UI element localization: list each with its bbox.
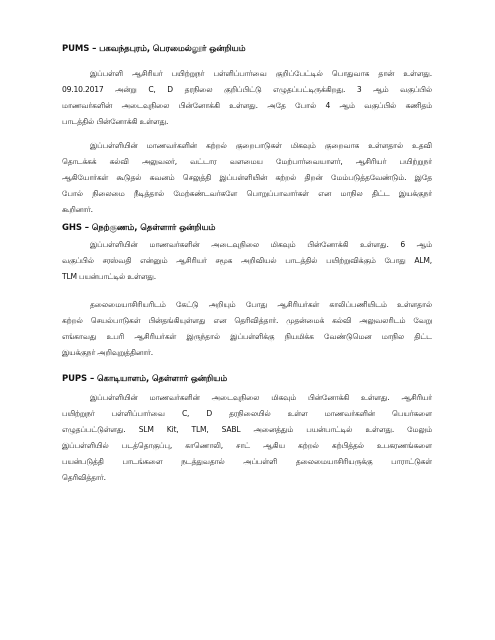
paragraph bbox=[62, 66, 432, 130]
paragraph bbox=[62, 390, 432, 486]
text-line: இப்பள்ளியின் மாணவர்களின் அடைவுநிலை மிகவும் பின்னோக்கி உள்ளது. ஆசிரியர் bbox=[90, 393, 432, 402]
text-line: பாடத்தில் பின்னோக்கி உள்ளது. bbox=[62, 117, 169, 126]
text-line: எங்காவது உபரி ஆசிரியர்கள் இருந்தால் இப்பள்ளிக்கு நியமிக்க வேண்டுமென மாநில திட்ட bbox=[62, 332, 432, 341]
text-line: ஆகியோர்கள் கூடுதல் கவனம் செலுத்தி இப்பள்ளியின் கற்றல் திறன் மேம்படுத்தவேண்டும். இதே bbox=[62, 173, 432, 182]
text-line: வகுப்பில் சரஸ்வதி என்னும் ஆசிரியர் சமூக அறிவியல் பாடத்தில் பயிற்றுவிக்கும் போது ALM, bbox=[62, 256, 432, 265]
text-line: போல் நிலைமை நீடித்தால் மேற்கண்டவர்களே பொறுப்பாவார்கள் என மாநில திட்ட இயக்குநர் bbox=[62, 189, 432, 198]
text-line: TLM பயன்பாட்டில் உள்ளது. bbox=[62, 272, 156, 281]
paragraph bbox=[62, 138, 432, 218]
text-line: கற்றல் செயல்பாடுகள் பின்தங்கியுள்ளது என தெரிவித்தார். முதன்மைக் கல்வி அலுவலரிடம் வேறு bbox=[62, 316, 432, 325]
text-line: இப்பள்ளியின் மாணவர்களின் கற்றல் குறைபாடுகள் மிகவும் குறைவாக உள்ளதால் உதவி bbox=[90, 141, 432, 150]
text-line: தொடக்கக் கல்வி அலுவலர், வட்டார வளமைய மேற்பார்வையாளர், ஆசிரியர் பயிற்றுநர் bbox=[62, 157, 432, 166]
text-line: இப்பள்ளி ஆசிரியர் பயிற்றுநர் பள்ளிப்பார்வை குறிப்பேட்டில் பொதுவாக தான் உள்ளது. bbox=[90, 69, 432, 78]
text-line: பயிற்றுநர் பள்ளிப்பார்வை C, D தரநிலையில் உள்ள மாணவர்களின் பெயர்களை bbox=[62, 409, 432, 418]
paragraph bbox=[62, 297, 432, 361]
paragraph bbox=[62, 237, 432, 285]
text-line: 09.10.2017 அன்று C, D தரநிலை குறிப்பிட்டு எழுதப்பட்டிருக்கிறது. 3 ஆம் வகுப்பில் bbox=[62, 85, 432, 94]
text-line: கூறினார். bbox=[62, 205, 93, 214]
section-title-pups: PUPS – கொடியாளம், தெள்ளார் ஒன்றியம் bbox=[62, 374, 228, 384]
text-line: தலைமையாசிரியரிடம் கேட்டு அறியும் போது ஆசிரியர்கள் காலிப்பணியிடம் உள்ளதால் bbox=[90, 300, 432, 309]
text-line: இப்பள்ளியின் மாணவர்களின் அடைவுநிலை மிகவும் பின்னோக்கி உள்ளது. 6 ஆம் bbox=[90, 240, 432, 249]
section-title-ghs: GHS – நெற்குணம், தெள்ளார் ஒன்றியம் bbox=[62, 223, 216, 233]
text-line: பயன்படுத்தி பாடங்களை நடத்துவதால் அப்பள்ளி தலைமையாசிரியருக்கு பாராட்டுகள் bbox=[62, 457, 432, 466]
text-line: மாணவர்களின் அடைவுநிலை பின்னோக்கி உள்ளது. அதே போல் 4 ஆம் வகுப்பில் கணிதம் bbox=[62, 101, 432, 110]
section-title-pums: PUMS – பகவந்தபுரம், பெரமைல்லூர் ஒன்றியம் bbox=[62, 44, 246, 54]
text-line: இயக்குநர் அறிவுறுத்தினார். bbox=[62, 348, 153, 357]
text-line: இப்பள்ளியில் படத்தொகுப்பு, காணொலி, சாட் ஆகிய கற்றல் கற்பித்தல் உபகரணங்களை bbox=[62, 441, 432, 450]
text-line: தெரிவித்தார். bbox=[62, 473, 106, 482]
text-line: எழுதப்பட்டுள்ளது. SLM Kit, TLM, SABL அனைத்தும் பயன்பாட்டில் உள்ளது. மேலும் bbox=[62, 425, 432, 434]
